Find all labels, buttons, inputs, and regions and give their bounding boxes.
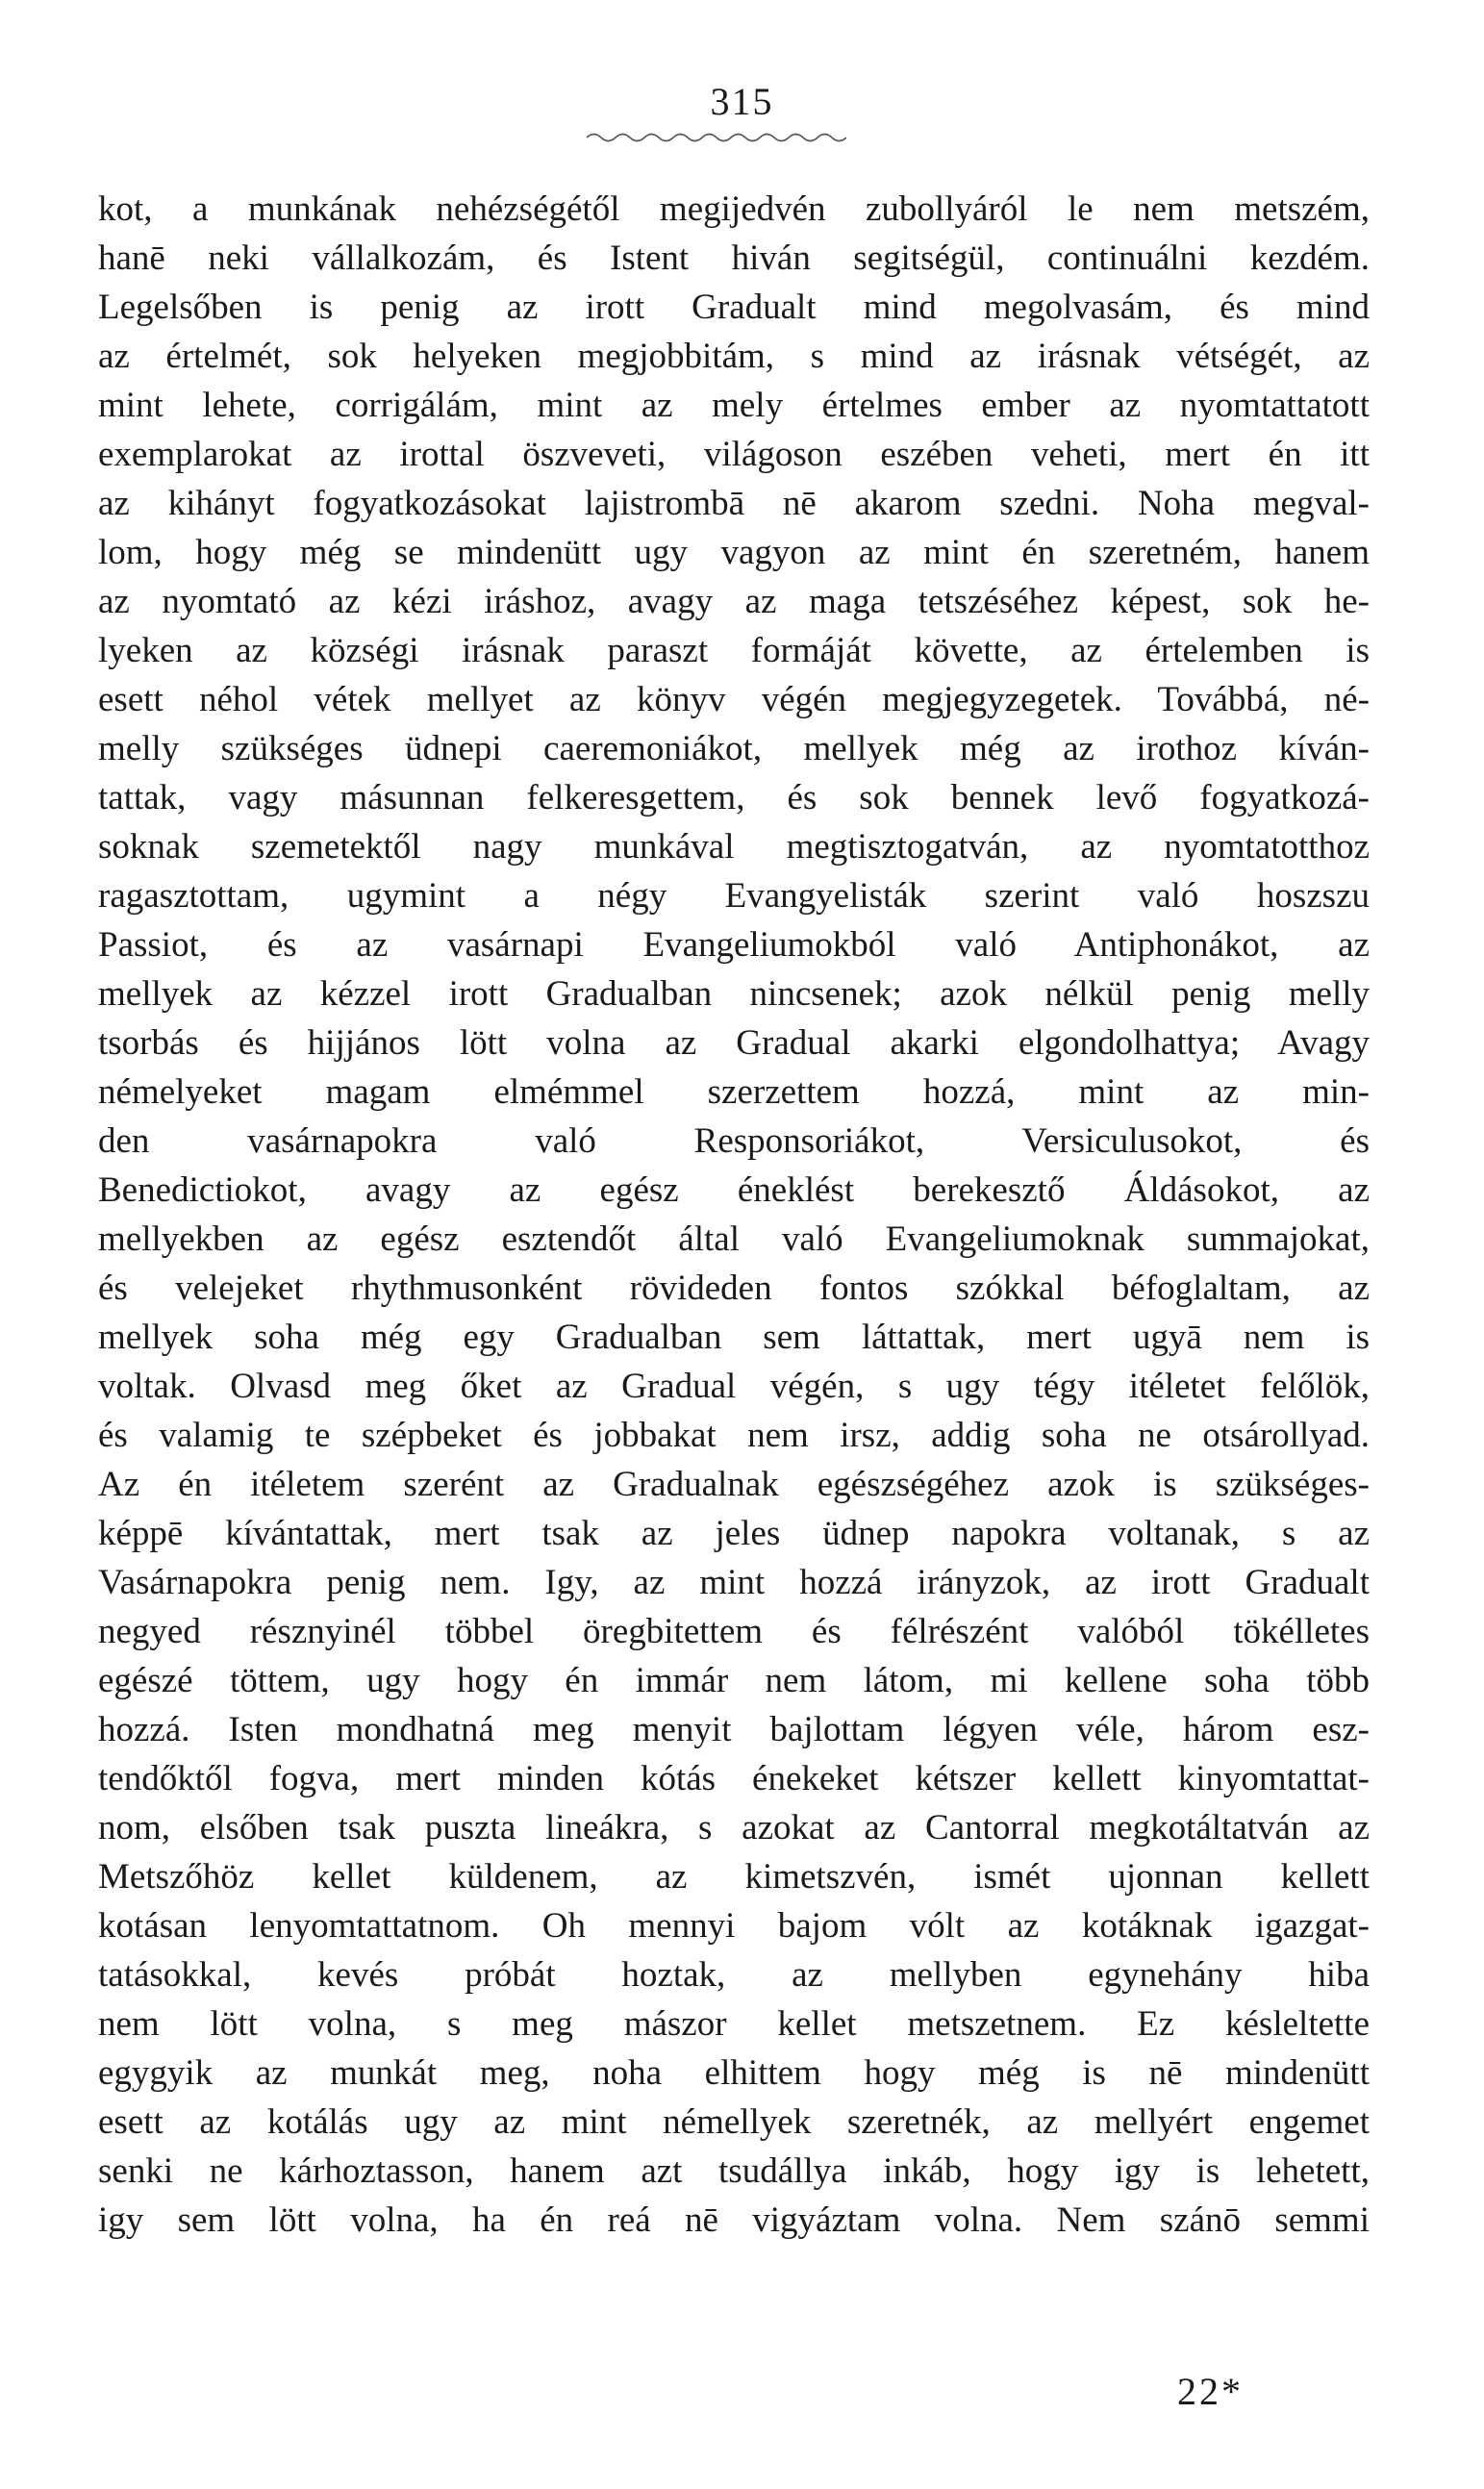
text-line: mint lehete, corrigálám, mint az mely értelmes ember az nyomtattatott	[98, 386, 1370, 425]
text-line: igy sem lött volna, ha én reá nē vigyáztam volna. Nem szánō semmi	[98, 2200, 1370, 2240]
text-line: némelyeket magam elmémmel szerzettem hozzá, mint az min-	[98, 1072, 1370, 1112]
text-line: ragasztottam, ugymint a négy Evangyelisták szerint való hoszszu	[98, 876, 1370, 916]
text-line: Benedictiokot, avagy az egész éneklést berekesztő Áldásokot, az	[98, 1170, 1370, 1210]
text-line: tsorbás és hijjános lött volna az Gradual akarki elgondolhattya; Avagy	[98, 1023, 1370, 1063]
text-line: egygyik az munkát meg, noha elhittem hogy még is nē mindenütt	[98, 2053, 1370, 2093]
text-line: hanē neki vállalkozám, és Istent hiván segitségül, continuálni kezdém.	[98, 239, 1370, 278]
text-line: Vasárnapokra penig nem. Igy, az mint hozzá irányzok, az irott Gradualt	[98, 1563, 1370, 1602]
text-line: Passiot, és az vasárnapi Evangeliumokból való Antiphonákot, az	[98, 925, 1370, 965]
text-line: kot, a munkának nehézségétől megijedvén zubollyáról le nem metszém,	[98, 189, 1370, 229]
text-line: mellyekben az egész esztendőt által való Evangeliumoknak summajokat,	[98, 1219, 1370, 1259]
body-text	[98, 185, 1370, 2245]
text-line: negyed résznyinél többel öregbitettem és félrészént valóból tökélletes	[98, 1612, 1370, 1651]
text-line: lom, hogy még se mindenütt ugy vagyon az mint én szeretném, hanem	[98, 533, 1370, 572]
wavy-ornament-line	[587, 131, 846, 144]
text-line: képpē kívántattak, mert tsak az jeles üdnep napokra voltanak, s az	[98, 1514, 1370, 1553]
text-line: Legelsőben is penig az irott Gradualt mind megolvasám, és mind	[98, 288, 1370, 327]
text-line: és valamig te szépbeket és jobbakat nem irsz, addig soha ne otsárollyad.	[98, 1416, 1370, 1455]
text-line: nom, elsőben tsak puszta lineákra, s azokat az Cantorral megkotáltatván az	[98, 1808, 1370, 1848]
text-line: lyeken az községi irásnak paraszt formáját követte, az értelemben is	[98, 631, 1370, 670]
text-line: den vasárnapokra való Responsoriákot, Versiculusokot, és	[98, 1121, 1370, 1161]
text-line: tatásokkal, kevés próbát hoztak, az mellyben egynehány hiba	[98, 1955, 1370, 1995]
text-line: esett néhol vétek mellyet az könyv végén megjegyzegetek. Továbbá, né-	[98, 680, 1370, 719]
text-line: senki ne kárhoztasson, hanem azt tsudállya inkáb, hogy igy is lehetett,	[98, 2151, 1370, 2191]
text-line: hozzá. Isten mondhatná meg menyit bajlottam légyen véle, három esz-	[98, 1710, 1370, 1749]
page-number: 315	[710, 80, 774, 123]
text-line: Metszőhöz kellet küldenem, az kimetszvén, ismét ujonnan kellett	[98, 1857, 1370, 1897]
text-line: melly szükséges üdnepi caeremoniákot, mellyek még az irothoz kíván-	[98, 729, 1370, 768]
text-line: nem lött volna, s meg mászor kellet metszetnem. Ez késleltette	[98, 2004, 1370, 2044]
signature-mark: 22*	[1177, 2370, 1244, 2413]
text-line: Az én itéletem szerént az Gradualnak egészségéhez azok is szükséges-	[98, 1465, 1370, 1504]
text-line: soknak szemetektől nagy munkával megtisztogatván, az nyomtatotthoz	[98, 827, 1370, 867]
text-line: az értelmét, sok helyeken megjobbitám, s mind az irásnak vétségét, az	[98, 337, 1370, 376]
text-line: tendőktől fogva, mert minden kótás énekeket kétszer kellett kinyomtattat-	[98, 1759, 1370, 1798]
text-line: az nyomtató az kézi iráshoz, avagy az maga tetszéséhez képest, sok he-	[98, 582, 1370, 621]
text-line: tattak, vagy másunnan felkeresgettem, és sok bennek levő fogyatkozá-	[98, 778, 1370, 817]
text-line: az kihányt fogyatkozásokat lajistrombā nē akarom szedni. Noha megval-	[98, 484, 1370, 523]
text-line: esett az kotálás ugy az mint némellyek szeretnék, az mellyért engemet	[98, 2102, 1370, 2142]
text-line: kotásan lenyomtattatnom. Oh mennyi bajom vólt az kotáknak igazgat-	[98, 1906, 1370, 1946]
text-line: mellyek soha még egy Gradualban sem láttattak, mert ugyā nem is	[98, 1318, 1370, 1357]
text-line: és velejeket rhythmusonként rövideden fontos szókkal béfoglaltam, az	[98, 1269, 1370, 1308]
text-line: mellyek az kézzel irott Gradualban nincsenek; azok nélkül penig melly	[98, 974, 1370, 1014]
text-line: egészé töttem, ugy hogy én immár nem látom, mi kellene soha több	[98, 1661, 1370, 1700]
text-line: voltak. Olvasd meg őket az Gradual végén, s ugy tégy itéletet felőlök,	[98, 1367, 1370, 1406]
text-line: exemplarokat az irottal öszveveti, világoson eszében veheti, mert én itt	[98, 435, 1370, 474]
